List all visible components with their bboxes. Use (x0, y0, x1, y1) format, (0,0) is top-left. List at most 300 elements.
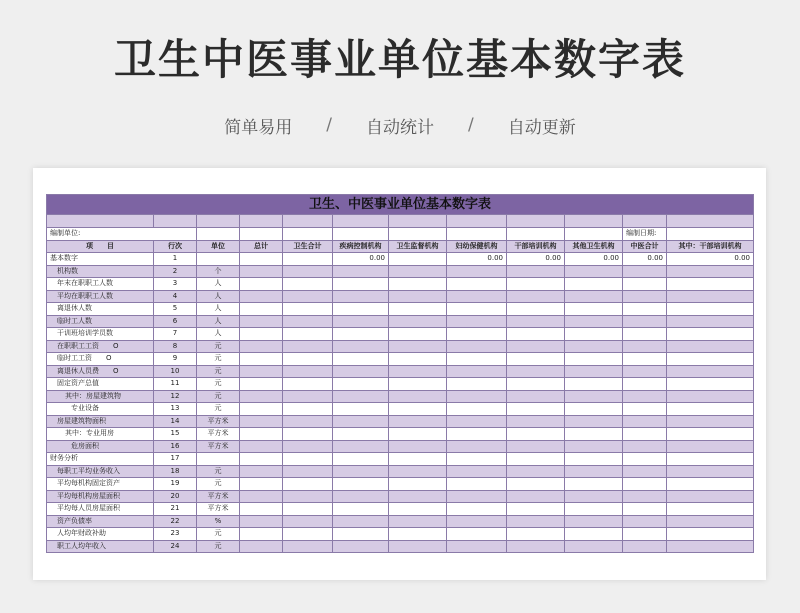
row-unit: 元 (197, 340, 240, 353)
value-cell[interactable] (283, 465, 333, 478)
row-line-number: 23 (154, 528, 197, 541)
value-cell[interactable] (283, 353, 333, 366)
value-cell[interactable] (240, 340, 283, 353)
value-cell[interactable] (389, 390, 447, 403)
row-item-label: 在职职工工资 O (47, 340, 154, 353)
value-cell[interactable] (389, 265, 447, 278)
value-cell[interactable] (565, 453, 623, 466)
value-cell[interactable] (333, 515, 389, 528)
table-row (47, 278, 754, 291)
value-cell[interactable] (507, 465, 565, 478)
value-cell[interactable] (667, 353, 754, 366)
row-unit: 元 (197, 353, 240, 366)
value-cell[interactable] (240, 465, 283, 478)
value-cell[interactable] (240, 490, 283, 503)
value-cell[interactable] (240, 428, 283, 441)
value-cell[interactable] (565, 353, 623, 366)
value-cell[interactable] (389, 340, 447, 353)
value-cell[interactable] (283, 303, 333, 316)
value-cell[interactable]: 0.00 (447, 253, 507, 266)
row-unit: % (197, 515, 240, 528)
row-item-label: 年末在职职工人数 (47, 278, 154, 291)
value-cell[interactable] (240, 378, 283, 391)
row-line-number: 4 (154, 290, 197, 303)
table-row (47, 353, 754, 366)
value-cell[interactable] (667, 515, 754, 528)
value-cell[interactable] (447, 403, 507, 416)
value-cell[interactable] (667, 378, 754, 391)
row-unit: 平方米 (197, 440, 240, 453)
date-value-cell[interactable] (667, 228, 754, 241)
value-cell[interactable] (623, 465, 667, 478)
tag-easy-to-use: 简单易用 (224, 117, 293, 138)
value-cell[interactable] (283, 278, 333, 291)
value-cell[interactable] (507, 440, 565, 453)
table-row (47, 515, 754, 528)
value-cell[interactable] (623, 315, 667, 328)
value-cell[interactable] (240, 453, 283, 466)
value-cell[interactable] (240, 415, 283, 428)
table-row (47, 465, 754, 478)
value-cell[interactable] (283, 340, 333, 353)
col-header: 妇幼保健机构 (447, 240, 507, 253)
value-cell[interactable] (389, 378, 447, 391)
table-row (47, 440, 754, 453)
value-cell[interactable] (565, 303, 623, 316)
value-cell[interactable] (240, 403, 283, 416)
value-cell[interactable] (565, 403, 623, 416)
row-item-label: 职工人均年收入 (47, 540, 154, 553)
row-unit: 元 (197, 365, 240, 378)
col-header: 卫生合计 (283, 240, 333, 253)
value-cell[interactable] (333, 465, 389, 478)
value-cell[interactable] (240, 440, 283, 453)
value-cell[interactable] (565, 265, 623, 278)
value-cell[interactable] (667, 265, 754, 278)
value-cell[interactable] (389, 315, 447, 328)
value-cell[interactable] (623, 290, 667, 303)
row-item-label: 固定资产总值 (47, 378, 154, 391)
col-header: 干部培训机构 (507, 240, 565, 253)
row-item-label: 每职工平均业务收入 (47, 465, 154, 478)
value-cell[interactable] (623, 265, 667, 278)
value-cell[interactable]: 0.00 (565, 253, 623, 266)
value-cell[interactable] (507, 365, 565, 378)
value-cell[interactable] (667, 315, 754, 328)
value-cell[interactable] (333, 478, 389, 491)
value-cell[interactable] (565, 390, 623, 403)
value-cell[interactable] (240, 515, 283, 528)
value-cell[interactable] (240, 253, 283, 266)
row-line-number: 9 (154, 353, 197, 366)
value-cell[interactable] (623, 390, 667, 403)
value-cell[interactable] (283, 490, 333, 503)
value-cell[interactable] (283, 265, 333, 278)
value-cell[interactable] (333, 415, 389, 428)
value-cell[interactable] (507, 328, 565, 341)
value-cell[interactable] (507, 278, 565, 291)
value-cell[interactable] (447, 515, 507, 528)
value-cell[interactable] (389, 303, 447, 316)
table-title-row (47, 195, 754, 215)
value-cell[interactable] (667, 415, 754, 428)
value-cell[interactable] (333, 365, 389, 378)
value-cell[interactable] (565, 440, 623, 453)
value-cell[interactable] (507, 515, 565, 528)
value-cell[interactable] (333, 378, 389, 391)
value-cell[interactable] (623, 540, 667, 553)
row-item-label: 平均在职职工人数 (47, 290, 154, 303)
value-cell[interactable] (240, 328, 283, 341)
value-cell[interactable] (507, 415, 565, 428)
value-cell[interactable]: 0.00 (667, 253, 754, 266)
value-cell[interactable] (447, 290, 507, 303)
value-cell[interactable] (565, 465, 623, 478)
value-cell[interactable] (623, 415, 667, 428)
value-cell[interactable] (565, 365, 623, 378)
value-cell[interactable] (623, 303, 667, 316)
value-cell[interactable] (667, 528, 754, 541)
row-item-label: 临时工人数 (47, 315, 154, 328)
value-cell[interactable] (447, 265, 507, 278)
table-row (47, 415, 754, 428)
row-unit: 元 (197, 528, 240, 541)
value-cell[interactable] (240, 353, 283, 366)
value-cell[interactable] (389, 403, 447, 416)
row-line-number: 13 (154, 403, 197, 416)
value-cell[interactable] (667, 403, 754, 416)
row-item-label: 财务分析 (47, 453, 154, 466)
table-row (47, 253, 754, 266)
table-row (47, 378, 754, 391)
value-cell[interactable] (283, 540, 333, 553)
value-cell[interactable] (283, 390, 333, 403)
value-cell[interactable] (283, 453, 333, 466)
value-cell[interactable] (240, 478, 283, 491)
col-header: 其他卫生机构 (565, 240, 623, 253)
value-cell[interactable] (447, 490, 507, 503)
value-cell[interactable] (623, 478, 667, 491)
value-cell[interactable] (623, 403, 667, 416)
value-cell[interactable] (333, 490, 389, 503)
value-cell[interactable] (389, 290, 447, 303)
value-cell[interactable] (389, 453, 447, 466)
tag-separator: / (326, 115, 332, 135)
value-cell[interactable] (623, 453, 667, 466)
value-cell[interactable] (507, 390, 565, 403)
row-item-label: 平均每机构房屋面积 (47, 490, 154, 503)
value-cell[interactable] (623, 490, 667, 503)
value-cell[interactable] (333, 278, 389, 291)
value-cell[interactable] (507, 290, 565, 303)
value-cell[interactable] (389, 465, 447, 478)
value-cell[interactable] (389, 540, 447, 553)
data-table (46, 194, 754, 553)
blank-row (47, 215, 754, 228)
value-cell[interactable] (667, 328, 754, 341)
row-unit (197, 253, 240, 266)
value-cell[interactable] (667, 490, 754, 503)
tag-separator: / (468, 115, 474, 135)
value-cell[interactable] (333, 503, 389, 516)
value-cell[interactable] (333, 328, 389, 341)
value-cell[interactable] (565, 415, 623, 428)
value-cell[interactable] (389, 328, 447, 341)
value-cell[interactable] (565, 515, 623, 528)
value-cell[interactable] (333, 528, 389, 541)
value-cell[interactable] (333, 453, 389, 466)
value-cell[interactable] (623, 515, 667, 528)
row-item-label: 危房面积 (47, 440, 154, 453)
page-title: 卫生中医事业单位基本数字表 (113, 35, 686, 84)
value-cell[interactable] (447, 278, 507, 291)
value-cell[interactable] (507, 540, 565, 553)
value-cell[interactable] (240, 278, 283, 291)
value-cell[interactable] (283, 440, 333, 453)
value-cell[interactable] (240, 315, 283, 328)
value-cell[interactable] (565, 490, 623, 503)
value-cell[interactable] (667, 278, 754, 291)
row-unit: 个 (197, 265, 240, 278)
value-cell[interactable] (667, 540, 754, 553)
value-cell[interactable] (389, 278, 447, 291)
value-cell[interactable] (565, 328, 623, 341)
value-cell[interactable] (667, 340, 754, 353)
row-line-number: 16 (154, 440, 197, 453)
value-cell[interactable] (389, 528, 447, 541)
value-cell[interactable] (623, 503, 667, 516)
value-cell[interactable] (333, 540, 389, 553)
value-cell[interactable] (507, 428, 565, 441)
tag-auto-statistics: 自动统计 (366, 117, 434, 138)
value-cell[interactable] (507, 403, 565, 416)
value-cell[interactable] (283, 503, 333, 516)
value-cell[interactable] (623, 278, 667, 291)
value-cell[interactable] (667, 478, 754, 491)
row-unit: 人 (197, 290, 240, 303)
row-item-label: 基本数字 (47, 253, 154, 266)
table-row (47, 453, 754, 466)
value-cell[interactable] (565, 340, 623, 353)
row-item-label: 其中：专业用房 (47, 428, 154, 441)
value-cell[interactable] (623, 365, 667, 378)
value-cell[interactable] (623, 353, 667, 366)
value-cell[interactable] (447, 440, 507, 453)
value-cell[interactable] (565, 278, 623, 291)
table-row (47, 315, 754, 328)
value-cell[interactable] (447, 465, 507, 478)
row-item-label: 资产负债率 (47, 515, 154, 528)
value-cell[interactable] (283, 290, 333, 303)
row-line-number: 8 (154, 340, 197, 353)
value-cell[interactable] (667, 453, 754, 466)
value-cell[interactable] (333, 315, 389, 328)
row-item-label: 房屋建筑物面积 (47, 415, 154, 428)
value-cell[interactable] (447, 365, 507, 378)
row-line-number: 5 (154, 303, 197, 316)
value-cell[interactable] (565, 528, 623, 541)
row-line-number: 18 (154, 465, 197, 478)
value-cell[interactable] (507, 453, 565, 466)
value-cell[interactable]: 0.00 (507, 253, 565, 266)
value-cell[interactable] (389, 253, 447, 266)
value-cell[interactable]: 0.00 (333, 253, 389, 266)
value-cell[interactable] (507, 478, 565, 491)
value-cell[interactable]: 0.00 (623, 253, 667, 266)
value-cell[interactable] (283, 328, 333, 341)
value-cell[interactable] (389, 440, 447, 453)
value-cell[interactable] (240, 390, 283, 403)
value-cell[interactable] (447, 378, 507, 391)
value-cell[interactable] (283, 378, 333, 391)
value-cell[interactable] (447, 390, 507, 403)
row-line-number: 24 (154, 540, 197, 553)
value-cell[interactable] (447, 503, 507, 516)
row-line-number: 10 (154, 365, 197, 378)
value-cell[interactable] (283, 428, 333, 441)
value-cell[interactable] (333, 303, 389, 316)
value-cell[interactable] (507, 353, 565, 366)
value-cell[interactable] (447, 328, 507, 341)
value-cell[interactable] (667, 303, 754, 316)
value-cell[interactable] (565, 378, 623, 391)
value-cell[interactable] (283, 415, 333, 428)
value-cell[interactable] (667, 503, 754, 516)
value-cell[interactable] (623, 440, 667, 453)
feature-tags (0, 110, 800, 140)
row-line-number: 14 (154, 415, 197, 428)
value-cell[interactable] (240, 540, 283, 553)
value-cell[interactable] (240, 365, 283, 378)
value-cell[interactable] (447, 528, 507, 541)
unit-label: 编制单位: (47, 228, 197, 241)
value-cell[interactable] (507, 265, 565, 278)
value-cell[interactable] (507, 340, 565, 353)
row-line-number: 19 (154, 478, 197, 491)
table-row (47, 540, 754, 553)
value-cell[interactable] (447, 540, 507, 553)
value-cell[interactable] (283, 253, 333, 266)
value-cell[interactable] (623, 528, 667, 541)
value-cell[interactable] (283, 403, 333, 416)
value-cell[interactable] (447, 428, 507, 441)
value-cell[interactable] (283, 315, 333, 328)
value-cell[interactable] (447, 340, 507, 353)
value-cell[interactable] (565, 428, 623, 441)
value-cell[interactable] (333, 403, 389, 416)
value-cell[interactable] (240, 503, 283, 516)
value-cell[interactable] (389, 490, 447, 503)
row-line-number: 7 (154, 328, 197, 341)
row-unit: 元 (197, 465, 240, 478)
value-cell[interactable] (565, 540, 623, 553)
value-cell[interactable] (333, 428, 389, 441)
value-cell[interactable] (623, 428, 667, 441)
row-item-label: 平均每机构固定资产 (47, 478, 154, 491)
value-cell[interactable] (389, 353, 447, 366)
value-cell[interactable] (389, 503, 447, 516)
value-cell[interactable] (565, 315, 623, 328)
value-cell[interactable] (623, 328, 667, 341)
value-cell[interactable] (447, 453, 507, 466)
value-cell[interactable] (565, 503, 623, 516)
row-unit (197, 453, 240, 466)
table-row (47, 428, 754, 441)
value-cell[interactable] (333, 390, 389, 403)
row-line-number: 12 (154, 390, 197, 403)
value-cell[interactable] (507, 490, 565, 503)
value-cell[interactable] (333, 265, 389, 278)
value-cell[interactable] (389, 415, 447, 428)
value-cell[interactable] (240, 265, 283, 278)
value-cell[interactable] (447, 303, 507, 316)
row-unit: 人 (197, 278, 240, 291)
col-header: 中医合计 (623, 240, 667, 253)
value-cell[interactable] (667, 365, 754, 378)
value-cell[interactable] (283, 365, 333, 378)
value-cell[interactable] (333, 353, 389, 366)
value-cell[interactable] (283, 515, 333, 528)
value-cell[interactable] (623, 340, 667, 353)
value-cell[interactable] (507, 315, 565, 328)
row-item-label: 临时工工资 O (47, 353, 154, 366)
row-line-number: 17 (154, 453, 197, 466)
value-cell[interactable] (447, 353, 507, 366)
value-cell[interactable] (565, 290, 623, 303)
value-cell[interactable] (667, 290, 754, 303)
value-cell[interactable] (333, 340, 389, 353)
value-cell[interactable] (447, 315, 507, 328)
value-cell[interactable] (667, 440, 754, 453)
table-row (47, 490, 754, 503)
value-cell[interactable] (283, 478, 333, 491)
table-row (47, 403, 754, 416)
value-cell[interactable] (447, 478, 507, 491)
row-line-number: 11 (154, 378, 197, 391)
value-cell[interactable] (240, 290, 283, 303)
value-cell[interactable] (507, 303, 565, 316)
value-cell[interactable] (447, 415, 507, 428)
row-unit: 元 (197, 390, 240, 403)
header-row (47, 240, 754, 253)
row-unit: 元 (197, 378, 240, 391)
value-cell[interactable] (389, 428, 447, 441)
value-cell[interactable] (389, 478, 447, 491)
value-cell[interactable] (667, 465, 754, 478)
value-cell[interactable] (623, 378, 667, 391)
value-cell[interactable] (507, 503, 565, 516)
value-cell[interactable] (240, 528, 283, 541)
value-cell[interactable] (240, 303, 283, 316)
value-cell[interactable] (667, 390, 754, 403)
col-header: 行次 (154, 240, 197, 253)
value-cell[interactable] (283, 528, 333, 541)
value-cell[interactable] (507, 528, 565, 541)
table-title: 卫生、中医事业单位基本数字表 (47, 195, 754, 215)
table-row (47, 478, 754, 491)
row-item-label: 离退休人员费 O (47, 365, 154, 378)
value-cell[interactable] (667, 428, 754, 441)
col-header: 总计 (240, 240, 283, 253)
value-cell[interactable] (389, 515, 447, 528)
value-cell[interactable] (389, 365, 447, 378)
value-cell[interactable] (333, 290, 389, 303)
table-row (47, 265, 754, 278)
value-cell[interactable] (507, 378, 565, 391)
info-row (47, 228, 754, 241)
value-cell[interactable] (333, 440, 389, 453)
value-cell[interactable] (565, 478, 623, 491)
